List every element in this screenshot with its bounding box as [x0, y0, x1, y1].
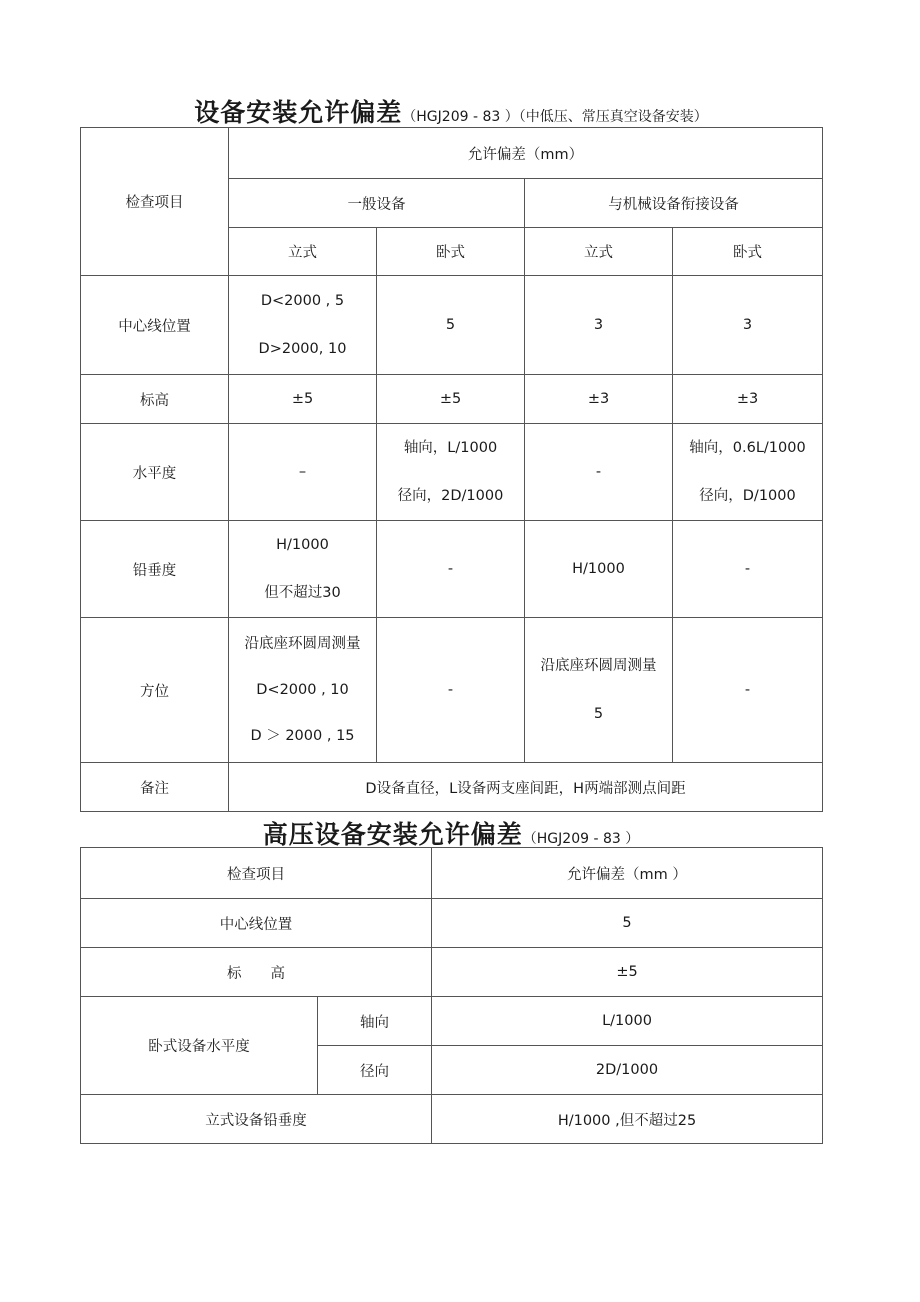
t1-orientation-gv-line1: 沿底座环圆周测量: [244, 636, 361, 652]
t1-orientation-gv-line2: D<2000 , 10: [256, 682, 349, 698]
t1-header-connected: 与机械设备衔接设备: [525, 179, 823, 228]
t2-header-check-item: 检查项目: [81, 848, 432, 899]
t2-center-value: 5: [432, 899, 823, 948]
t1-row-level: [81, 424, 823, 521]
t1-level-ch: [673, 424, 823, 521]
t1-plumb-gv-line1: H/1000: [276, 537, 329, 553]
t1-center-gh: 5: [377, 276, 525, 375]
t1-orientation-cv: [525, 618, 673, 763]
t1-orientation-cv-line2: 5: [593, 706, 604, 722]
t1-center-cv: 3: [525, 276, 673, 375]
t1-elevation-gh: ±5: [377, 375, 525, 424]
t1-orientation-label: 方位: [81, 618, 229, 763]
t1-plumb-gh: -: [377, 521, 525, 618]
t1-elevation-ch: ±3: [673, 375, 823, 424]
t1-header-connected-vertical: 立式: [525, 228, 673, 276]
t1-center-gv-line2: D>2000, 10: [258, 341, 347, 357]
t1-orientation-gv-line3: D ＞ 2000 , 15: [250, 728, 355, 744]
table1-title: [80, 93, 822, 129]
t2-level-label: 卧式设备水平度: [81, 997, 318, 1095]
t1-level-ch-line1: 轴向，0.6L/1000: [689, 440, 806, 456]
t2-row-plumb: [81, 1095, 823, 1144]
t1-orientation-gv: [229, 618, 377, 763]
t1-header-general-vertical: 立式: [229, 228, 377, 276]
t2-row-level-axial: [81, 997, 823, 1046]
t1-center-gv-line1: D<2000 , 5: [260, 293, 345, 309]
t1-header-allowance: 允许偏差（mm）: [229, 128, 823, 179]
t1-header-check-item: 检查项目: [81, 128, 229, 276]
t1-level-label: 水平度: [81, 424, 229, 521]
t1-orientation-gh: -: [377, 618, 525, 763]
t1-center-gv: [229, 276, 377, 375]
table2-title-main: 高压设备安装允许偏差: [262, 820, 523, 849]
table1: [80, 127, 823, 812]
t1-orientation-ch: -: [673, 618, 823, 763]
t1-plumb-gv-line2: 但不超过30: [264, 585, 341, 601]
t1-plumb-label: 铅垂度: [81, 521, 229, 618]
t1-row-center: [81, 276, 823, 375]
t1-row-remark: [81, 763, 823, 812]
table2: [80, 847, 823, 1144]
t1-header-connected-horizontal: 卧式: [673, 228, 823, 276]
table1-title-subtitle: （HGJ209 - 83 ）（中低压、常压真空设备安装）: [402, 109, 708, 125]
t1-header-general: 一般设备: [229, 179, 525, 228]
t1-elevation-label: 标高: [81, 375, 229, 424]
t1-level-ch-line2: 径向，D/1000: [699, 488, 796, 504]
t2-level-radial-label: 径向: [318, 1046, 432, 1095]
t2-header-allowance: 允许偏差（mm ）: [432, 848, 823, 899]
t1-header-general-horizontal: 卧式: [377, 228, 525, 276]
t1-plumb-gv: [229, 521, 377, 618]
t2-elevation-value: ±5: [432, 948, 823, 997]
t2-level-radial-value: 2D/1000: [432, 1046, 823, 1095]
t2-level-axial-label: 轴向: [318, 997, 432, 1046]
t1-plumb-ch: -: [673, 521, 823, 618]
t1-elevation-gv: ±5: [229, 375, 377, 424]
t1-row-plumb: [81, 521, 823, 618]
t2-level-axial-value: L/1000: [432, 997, 823, 1046]
t2-center-label: 中心线位置: [81, 899, 432, 948]
t1-remark-text: D设备直径，L设备两支座间距，H两端部测点间距: [229, 763, 823, 812]
t1-row-elevation: [81, 375, 823, 424]
t1-center-ch: 3: [673, 276, 823, 375]
t1-elevation-cv: ±3: [525, 375, 673, 424]
t2-row-elevation: [81, 948, 823, 997]
t1-plumb-cv: H/1000: [525, 521, 673, 618]
t1-level-gh-line2: 径向，2D/1000: [397, 488, 504, 504]
t2-elevation-label: 标 高: [81, 948, 432, 997]
t1-level-gh: [377, 424, 525, 521]
t1-level-cv: -: [525, 424, 673, 521]
t1-level-gv: –: [229, 424, 377, 521]
t1-orientation-cv-line1: 沿底座环圆周测量: [540, 658, 657, 674]
t1-remark-label: 备注: [81, 763, 229, 812]
table2-title: [80, 815, 822, 851]
t2-plumb-label: 立式设备铅垂度: [81, 1095, 432, 1144]
table2-title-subtitle: （HGJ209 - 83 ）: [522, 831, 640, 847]
t1-center-label: 中心线位置: [81, 276, 229, 375]
t2-row-center: [81, 899, 823, 948]
t1-row-orientation: [81, 618, 823, 763]
t1-level-gh-line1: 轴向，L/1000: [403, 440, 498, 456]
t2-plumb-value: H/1000 ,但不超过25: [432, 1095, 823, 1144]
table1-title-main: 设备安装允许偏差: [194, 98, 403, 127]
